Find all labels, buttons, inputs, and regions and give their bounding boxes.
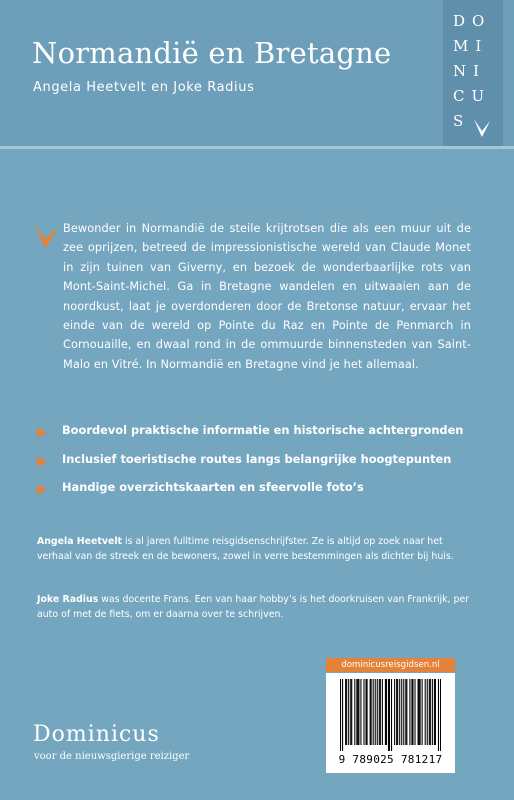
feature-text: Boordevol praktische informatie en historische achtergronden [62,423,464,437]
feature-text: Handige overzichtskaarten en sfeervolle foto’s [62,480,364,494]
feature-item [37,452,477,472]
author-name: Joke Radius [37,594,99,605]
triangle-bullet-icon [37,456,47,467]
logo-letters-row: CU [453,87,492,105]
author-bio [37,534,477,564]
header-divider [0,146,514,149]
book-title: Normandië en Bretagne [32,36,392,70]
book-authors: Angela Heetvelt en Joke Radius [33,80,255,95]
feature-item [37,423,477,443]
feature-item [37,480,477,500]
barcode-icon [340,679,441,751]
intro-paragraph: Bewonder in Normandië de steile krijtrotsen die als een muur uit de zee oprijzen, betreed de impressionistische wereld van Claude Monet in zijn tuinen van Giverny, en bezoek de wonderbaarlijke rots van Mont-Saint-Michel. Ga in Bretagne wandelen en uitwaaien aan de noordkust, laat je overdonderen door de Bretonse natuur, ervaar het einde van de wereld op Pointe du Raz en Pointe de Penmarch in Cornouaille, en dwaal rond in de ommuurde binnensteden van Saint-Malo en Vitré. In Normandië en Bretagne vind je het allemaal. [63,222,471,371]
swallow-icon [473,118,491,138]
isbn-barcode [326,673,455,773]
triangle-bullet-icon [37,427,47,438]
author-bio-text: is al jaren fulltime reisgidsenschrijfster. Ze is altijd op zoek naar het verhaal van de streek en de bewoners, zowel in verre bestemmingen als dichter bij huis. [37,536,454,563]
logo-letters-row: MI [453,37,489,55]
logo-letters-row: S [453,112,471,130]
feature-text: Inclusief toeristische routes langs belangrijke hoogtepunten [62,452,452,466]
swallow-icon [33,223,59,249]
author-name: Angela Heetvelt [37,536,123,547]
header-band [0,0,514,146]
publisher-name: Dominicus [33,722,160,747]
publisher-tagline: voor de nieuwsgierige reiziger [34,751,190,762]
website-label: dominicusreisgidsen.nl [326,658,455,672]
triangle-bullet-icon [37,484,47,495]
author-bio-text: was docente Frans. Een van haar hobby’s is het doorkruisen van Frankrijk, per auto of met de fiets, om er daarna over te schrijven. [37,594,470,621]
logo-letters-row: NI [453,62,487,80]
isbn-number: 9 789025 781217 [338,753,443,766]
publisher-logo [443,0,503,146]
author-bio [37,592,477,622]
logo-letters-row: DO [453,12,492,30]
